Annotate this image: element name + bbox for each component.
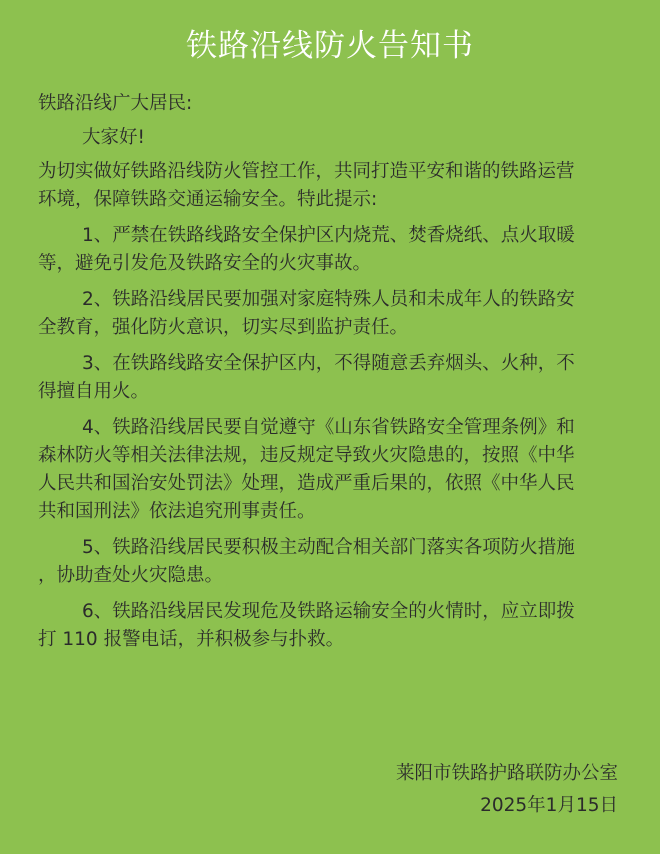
notice-item-1 <box>38 222 626 278</box>
item-line: 4、铁路沿线居民要自觉遵守《山东省铁路安全管理条例》和 <box>82 417 575 438</box>
signature-block <box>396 758 618 822</box>
item-line: 5、铁路沿线居民要积极主动配合相关部门落实各项防火措施 <box>82 537 575 558</box>
notice-item-6 <box>38 598 626 654</box>
salutation: 铁路沿线广大居民: <box>38 93 193 114</box>
notice-body <box>38 90 626 662</box>
notice-item-4 <box>38 414 626 526</box>
item-line: 6、铁路沿线居民发现危及铁路运输安全的火情时，应立即拨 <box>82 601 575 622</box>
notice-item-3 <box>38 350 626 406</box>
intro-paragraph <box>38 158 626 214</box>
item-line: 得擅自用火。 <box>38 381 150 402</box>
item-line: 共和国刑法》依法追究刑事责任。 <box>38 501 316 522</box>
issuer: 莱阳市铁路护路联防办公室 <box>395 763 618 784</box>
issue-date: 2025年1月15日 <box>480 795 618 816</box>
notice-item-2 <box>38 286 626 342</box>
intro-line: 环境，保障铁路交通运输安全。特此提示: <box>38 189 378 210</box>
item-line: ，协助查处火灾隐患。 <box>38 565 224 586</box>
item-line: 2、铁路沿线居民要加强对家庭特殊人员和未成年人的铁路安 <box>82 289 575 310</box>
notice-title: 铁路沿线防火告知书 <box>186 28 474 64</box>
item-line: 人民共和国治安处罚法》处理，造成严重后果的，依照《中华人民 <box>38 473 575 494</box>
item-line: 等，避免引发危及铁路安全的火灾事故。 <box>38 253 372 274</box>
item-line: 打 110 报警电话，并积极参与扑救。 <box>38 629 345 650</box>
notice-item-5 <box>38 534 626 590</box>
item-line: 1、严禁在铁路线路安全保护区内烧荒、焚香烧纸、点火取暖 <box>82 225 575 246</box>
greeting: 大家好! <box>82 127 145 148</box>
intro-line: 为切实做好铁路沿线防火管控工作，共同打造平安和谐的铁路运营 <box>38 161 575 182</box>
item-line: 3、在铁路线路安全保护区内，不得随意丢弃烟头、火种，不 <box>82 353 575 374</box>
item-line: 森林防火等相关法律法规，违反规定导致火灾隐患的，按照《中华 <box>38 445 575 466</box>
item-line: 全教育，强化防火意识，切实尽到监护责任。 <box>38 317 409 338</box>
